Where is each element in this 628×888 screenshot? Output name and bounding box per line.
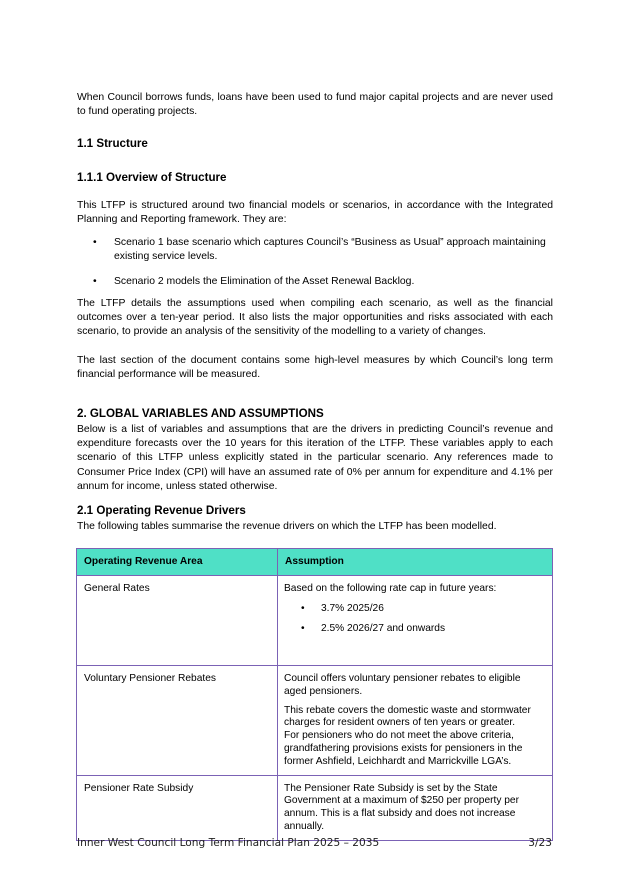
table-cell-area: Pensioner Rate Subsidy: [77, 775, 278, 840]
table-cell-assumption: [278, 775, 553, 840]
table-header-assumption: Assumption: [278, 549, 553, 576]
table-cell-assumption: [278, 666, 553, 776]
table-cell-text: The Pensioner Rate Subsidy is set by the State Government at a maximum of $250 per property per annum. This is a flat subsidy and does not increase annually.: [284, 782, 519, 832]
table-header-area: Operating Revenue Area: [77, 549, 278, 576]
section-heading-2-1: 2.1 Operating Revenue Drivers: [77, 504, 246, 517]
table-row: [77, 666, 553, 776]
table-row: [77, 576, 553, 666]
section-heading-2: 2. GLOBAL VARIABLES AND ASSUMPTIONS: [77, 407, 324, 420]
revenue-drivers-intro: The following tables summarise the revenue drivers on which the LTFP has been modelled.: [77, 521, 497, 532]
intro-paragraph: When Council borrows funds, loans have been used to fund major capital projects and are never used to fund operating projects.: [77, 92, 553, 118]
assumptions-paragraph: The LTFP details the assumptions used when compiling each scenario, as well as the financial outcomes over a ten-year period. It also lists the major opportunities and risks associated with each scenario, to provide an analysis of the sensitivity of the modelling to a variety of changes.: [77, 298, 553, 338]
table-cell-text: Based on the following rate cap in future years:: [284, 583, 497, 594]
global-variables-paragraph: Below is a list of variables and assumptions that are the drivers in predicting Council’s revenue and expenditure forecasts over the 10 years for this iteration of the LTFP. These variables apply to each scenario of this LTFP unless explicitly stated in the particular scenario. Any references made to Consumer Price Index (CPI) will have an assumed rate of 0% per annum for expenditure and 4.1% per annum for income, unless stated otherwise.: [77, 424, 553, 492]
section-heading-1-1: 1.1 Structure: [77, 137, 148, 150]
table-cell-text: Council offers voluntary pensioner rebates to eligible aged pensioners.: [284, 673, 521, 697]
scenario-1-item: • Scenario 1 base scenario which captures Council’s “Business as Usual” approach maintaining existing service levels.: [77, 236, 553, 263]
table-header-row: [77, 549, 553, 576]
measures-paragraph: The last section of the document contains some high-level measures by which Council’s long term financial performance will be measured.: [77, 355, 553, 381]
table-cell-assumption: [278, 576, 553, 666]
table-cell-area: General Rates: [77, 576, 278, 666]
list-item: • 2.5% 2026/27 and onwards: [284, 623, 532, 636]
table-cell-area: Voluntary Pensioner Rebates: [77, 666, 278, 776]
revenue-drivers-table: [76, 548, 553, 841]
footer-title: Inner West Council Long Term Financial Plan 2025 – 2035: [77, 837, 380, 849]
page-number: 3/23: [528, 837, 552, 849]
list-item: • 3.7% 2025/26: [284, 603, 532, 616]
rate-cap-list: [284, 603, 532, 636]
overview-paragraph: This LTFP is structured around two financial models or scenarios, in accordance with the Integrated Planning and Reporting framework. They are:: [77, 200, 553, 226]
scenario-2-item: • Scenario 2 models the Elimination of the Asset Renewal Backlog.: [77, 275, 553, 289]
table-row: [77, 775, 553, 840]
scenario-list: [77, 236, 553, 289]
section-heading-1-1-1: 1.1.1 Overview of Structure: [77, 171, 227, 184]
table-cell-text: This rebate covers the domestic waste and stormwater charges for resident owners of ten years or greater. For pensioners who do not meet the above criteria, grandfathering provisions exists for pensioners in the former Ashfield, Leichhardt and Marrickville LGA’s.: [284, 704, 531, 767]
